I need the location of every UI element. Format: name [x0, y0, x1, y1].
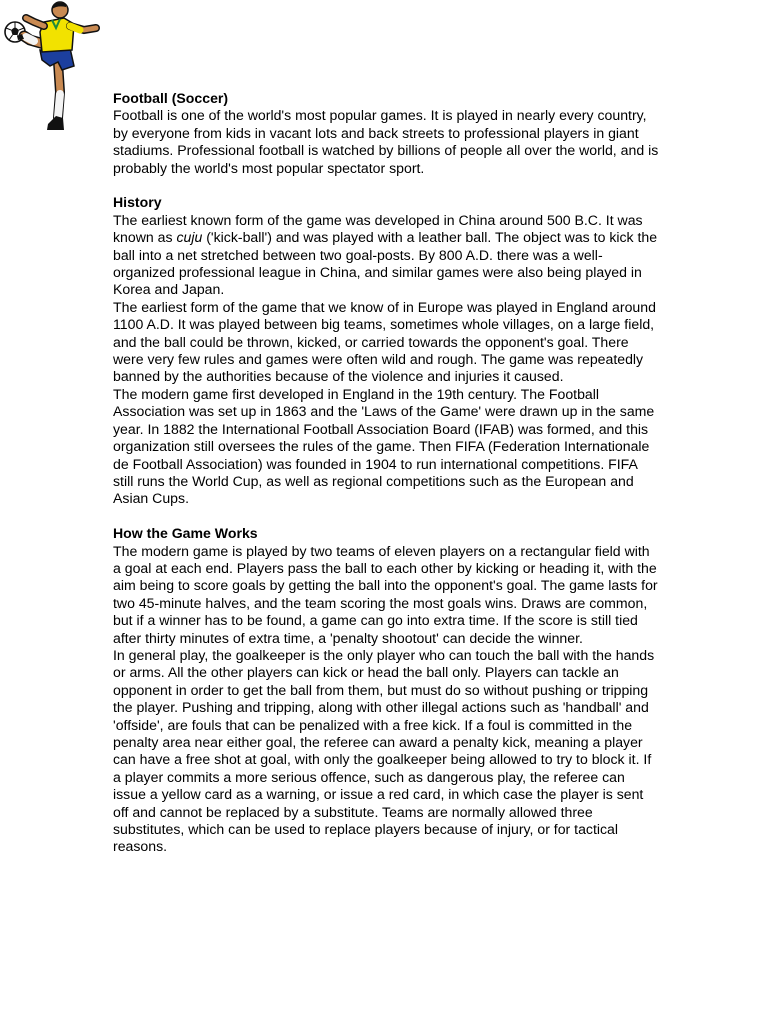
history-paragraph-3: The modern game first developed in England in the 19th century. The Football Association was set up in 1863 and the 'Laws of the Game' were drawn up in the same year. In 1882 the International Football Association Board (IFAB) was formed, and this organization still oversees the rules of the game. Then FIFA (Federation Internationale de Football Association) was founded in 1904 to run international competitions. FIFA still runs the World Cup, as well as regional competitions such as the European and Asian Cups. [113, 385, 655, 507]
history-paragraph-1 [113, 212, 661, 299]
article-title: Football (Soccer) [113, 90, 229, 106]
history-text-before-term: The earliest known form of the game was developed in China around 500 B.C. It was known as [113, 211, 643, 246]
intro-paragraph: Football is one of the world's most popular games. It is played in nearly every country, by everyone from kids in vacant lots and back streets to professional players in giant stadiums. Professional football is watched by billions of people all over the world, and is probably the world's most popular spectator sport. [113, 107, 659, 176]
how-paragraph-1: The modern game is played by two teams of eleven players on a rectangular field with a goal at each end. Players pass the ball to each other by kicking or heading it, with the aim being to score goals by getting the ball into the opponent's goal. The game lasts for two 45-minute halves, and the team scoring the most goals wins. Draws are common, but if a winner has to be found, a game can go into extra time. If the score is still tied after thirty minutes of extra time, a 'penalty shootout' can decide the winner. [113, 542, 658, 646]
paragraph-spacer [113, 508, 661, 525]
history-paragraph-2: The earliest form of the game that we know of in Europe was played in England around 1100 A.D. It was played between big teams, sometimes whole villages, on a large field, and the ball could be thrown, kicked, or carried towards the opponent's goal. There were very few rules and games were often wild and rough. The game was repeatedly banned by the authorities because of the violence and injuries it caused. [113, 298, 656, 385]
football-player-kicking-icon [0, 0, 104, 134]
how-paragraph-2: In general play, the goalkeeper is the only player who can touch the ball with the hands or arms. All the other players can kick or head the ball only. Players can tackle an opponent in order to get the ball from them, but must do so without pushing or tripping the player. Pushing and tripping, along with other illegal actions such as 'handball' and 'offside', are fouls that can be penalized with a free kick. If a foul is committed in the penalty area near either goal, the referee can award a penalty kick, meaning a player can have a free shot at goal, with only the goalkeeper being allowed to try to block it. If a player commits a more serious offence, such as dangerous play, the referee can issue a yellow card as a warning, or issue a red card, in which case the player is sent off and cannot be replaced by a substitute. Teams are normally allowed three substitutes, which can be used to replace players because of injury, or for tactical reasons. [113, 646, 655, 855]
paragraph-spacer [113, 177, 661, 194]
cuju-term: cuju [176, 229, 203, 246]
history-heading: History [113, 194, 162, 211]
history-text-after-term: ('kick-ball') and was played with a leather ball. The object was to kick the ball into a net stretched between two goal-posts. By 800 A.D. there was a well-organized professional league in China, and similar games were also being played in Korea and Japan. [113, 229, 658, 298]
article [113, 90, 661, 856]
how-the-game-works-heading: How the Game Works [113, 525, 258, 542]
